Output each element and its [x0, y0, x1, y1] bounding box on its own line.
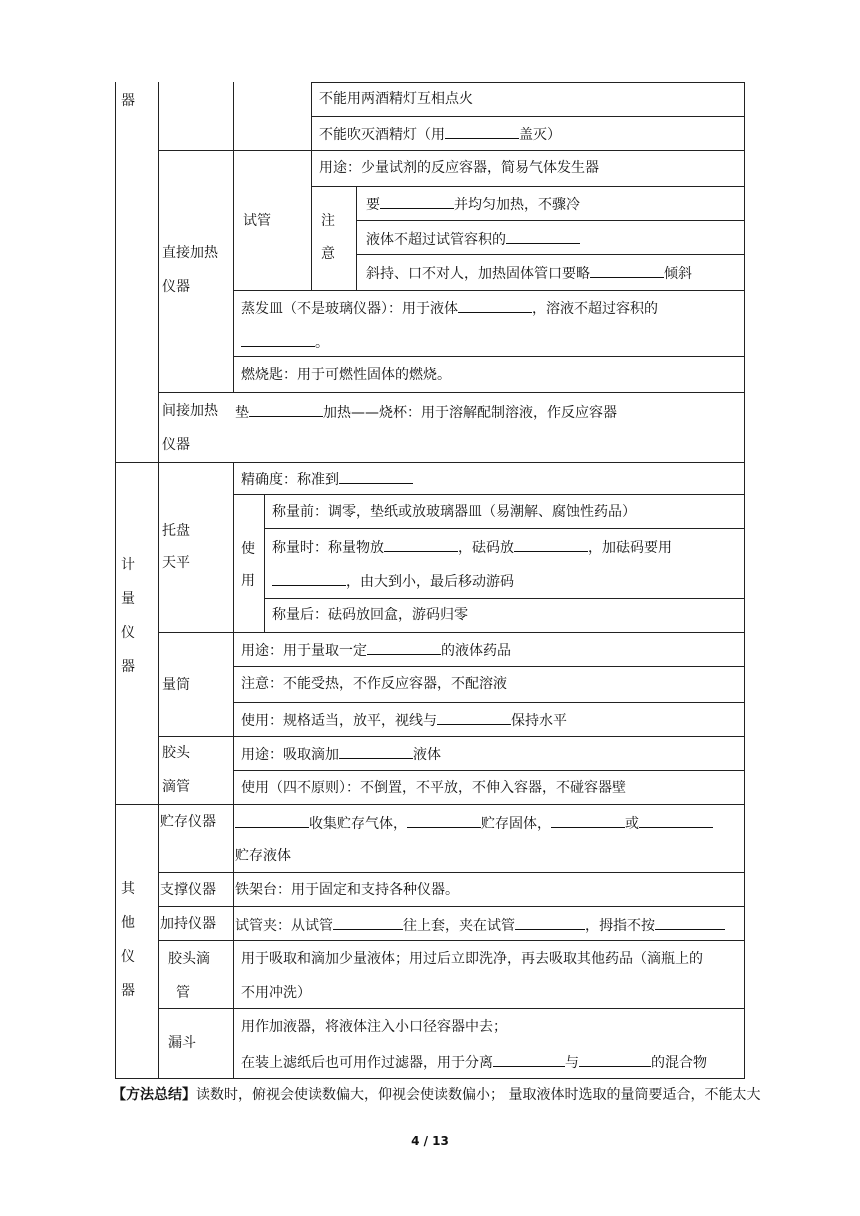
dropper2-label-1: 胶头滴 — [168, 951, 210, 967]
blank-field[interactable] — [655, 915, 725, 930]
other-cat-4: 器 — [121, 983, 135, 999]
category-heat-tail: 器 — [121, 93, 135, 109]
blank-field[interactable] — [272, 571, 346, 586]
blank-field[interactable] — [249, 402, 323, 417]
clamp-label: 加持仪器 — [160, 916, 216, 932]
funnel-text-2: 在装上滤纸后也可用作过滤器，用于分离 与 的混合物 — [241, 1052, 707, 1072]
cylinder-use: 用途：用于量取一定 的液体药品 — [241, 640, 511, 660]
combustion-spoon: 燃烧匙：用于可燃性固体的燃烧。 — [241, 367, 451, 383]
weigh-during-1: 称量时：称量物放 ，砝码放 ，加砝码要用 — [272, 537, 672, 557]
method-summary-text: 读数时，俯视会使读数偏大，仰视会使读数偏小； 量取液体时选取的量筒要适合，不能太大 — [196, 1087, 761, 1103]
blank-field[interactable] — [384, 537, 458, 552]
blank-field[interactable] — [339, 744, 413, 759]
blank-field[interactable] — [515, 915, 585, 930]
blank-field[interactable] — [407, 813, 481, 828]
dropper-use: 用途：吸取滴加 液体 — [241, 744, 441, 764]
alcohol-lamp-rule-2: 不能吹灭酒精灯（用 盖灭） — [319, 124, 561, 144]
page-number: 4 / 13 — [411, 1134, 449, 1148]
method-summary-label: 【方法总结】 — [112, 1087, 196, 1103]
test-tube-note-1: 要 并均匀加热，不骤冷 — [366, 194, 580, 214]
attention-char-2: 意 — [321, 246, 335, 262]
dropper-label-1: 胶头 — [162, 745, 190, 761]
test-tube-label: 试管 — [243, 213, 271, 229]
storage-line-2: 贮存液体 — [235, 848, 291, 864]
weigh-before: 称量前：调零，垫纸或放玻璃器皿（易潮解、腐蚀性药品） — [272, 504, 636, 520]
use-char-2: 用 — [241, 573, 255, 589]
cylinder-usage: 使用：规格适当，放平，视线与 保持水平 — [241, 710, 567, 730]
blank-field[interactable] — [241, 332, 315, 347]
indirect-heat-label-1: 间接加热 — [162, 403, 218, 419]
blank-field[interactable] — [551, 813, 625, 828]
dropper-usage: 使用（四不原则）：不倒置，不平放，不伸入容器，不碰容器壁 — [241, 780, 626, 796]
weigh-during-2: ，由大到小，最后移动游码 — [272, 571, 514, 591]
dropper2-text-2: 不用冲洗） — [241, 985, 311, 1001]
blank-field[interactable] — [437, 710, 511, 725]
blank-field[interactable] — [367, 640, 441, 655]
storage-line-1: 收集贮存气体， 贮存固体， 或 — [235, 813, 713, 833]
blank-field[interactable] — [514, 537, 588, 552]
measure-cat-2: 量 — [121, 591, 135, 607]
measure-cat-3: 仪 — [121, 625, 135, 641]
blank-field[interactable] — [493, 1052, 565, 1067]
dropper-label-2: 滴管 — [162, 779, 190, 795]
blank-field[interactable] — [380, 194, 454, 209]
other-cat-2: 他 — [121, 915, 135, 931]
blank-field[interactable] — [506, 229, 580, 244]
balance-label-2: 天平 — [162, 555, 190, 571]
balance-label-1: 托盘 — [162, 523, 190, 539]
direct-heat-label-2: 仪器 — [162, 279, 190, 295]
test-tube-use: 用途：少量试剂的反应容器，简易气体发生器 — [319, 160, 599, 176]
blank-field[interactable] — [445, 124, 519, 139]
measure-cat-1: 计 — [121, 557, 135, 573]
blank-field[interactable] — [458, 298, 532, 313]
other-cat-3: 仪 — [121, 949, 135, 965]
weigh-after: 称量后：砝码放回盒，游码归零 — [272, 607, 468, 623]
method-summary — [112, 1086, 760, 1104]
test-tube-note-3: 斜持、口不对人，加热固体管口要略 倾斜 — [366, 263, 692, 283]
evaporating-dish-line-2: 。 — [241, 332, 329, 352]
measure-cat-4: 器 — [121, 659, 135, 675]
attention-char-1: 注 — [321, 213, 335, 229]
clamp-text: 试管夹：从试管 往上套，夹在试管 ，拇指不按 — [235, 915, 725, 935]
blank-field[interactable] — [639, 813, 713, 828]
evaporating-dish-line-1: 蒸发皿（不是玻璃仪器）：用于液体 ，溶液不超过容积的 — [241, 298, 658, 318]
storage-label: 贮存仪器 — [160, 814, 216, 830]
cylinder-label: 量筒 — [162, 677, 190, 693]
cylinder-note: 注意：不能受热，不作反应容器，不配溶液 — [241, 676, 507, 692]
funnel-text-1: 用作加液器，将液体注入小口径容器中去； — [241, 1019, 507, 1035]
blank-field[interactable] — [339, 469, 413, 484]
funnel-label: 漏斗 — [168, 1035, 196, 1051]
dropper2-label-2: 管 — [176, 985, 190, 1001]
balance-precision: 精确度：称准到 — [241, 469, 413, 489]
dropper2-text-1: 用于吸取和滴加少量液体；用过后立即洗净，再去吸取其他药品（滴瓶上的 — [241, 951, 703, 967]
blank-field[interactable] — [235, 813, 309, 828]
blank-field[interactable] — [590, 263, 664, 278]
other-cat-1: 其 — [121, 881, 135, 897]
use-char-1: 使 — [241, 541, 255, 557]
direct-heat-label-1: 直接加热 — [162, 245, 218, 261]
alcohol-lamp-rule-1: 不能用两酒精灯互相点火 — [319, 91, 473, 107]
test-tube-note-2: 液体不超过试管容积的 — [366, 229, 580, 249]
indirect-heat-label-2: 仪器 — [162, 437, 190, 453]
blank-field[interactable] — [579, 1052, 651, 1067]
blank-field[interactable] — [333, 915, 403, 930]
beaker-text: 垫 加热——烧杯：用于溶解配制溶液，作反应容器 — [235, 402, 617, 422]
support-text: 铁架台：用于固定和支持各种仪器。 — [235, 882, 459, 898]
support-label: 支撑仪器 — [160, 882, 216, 898]
